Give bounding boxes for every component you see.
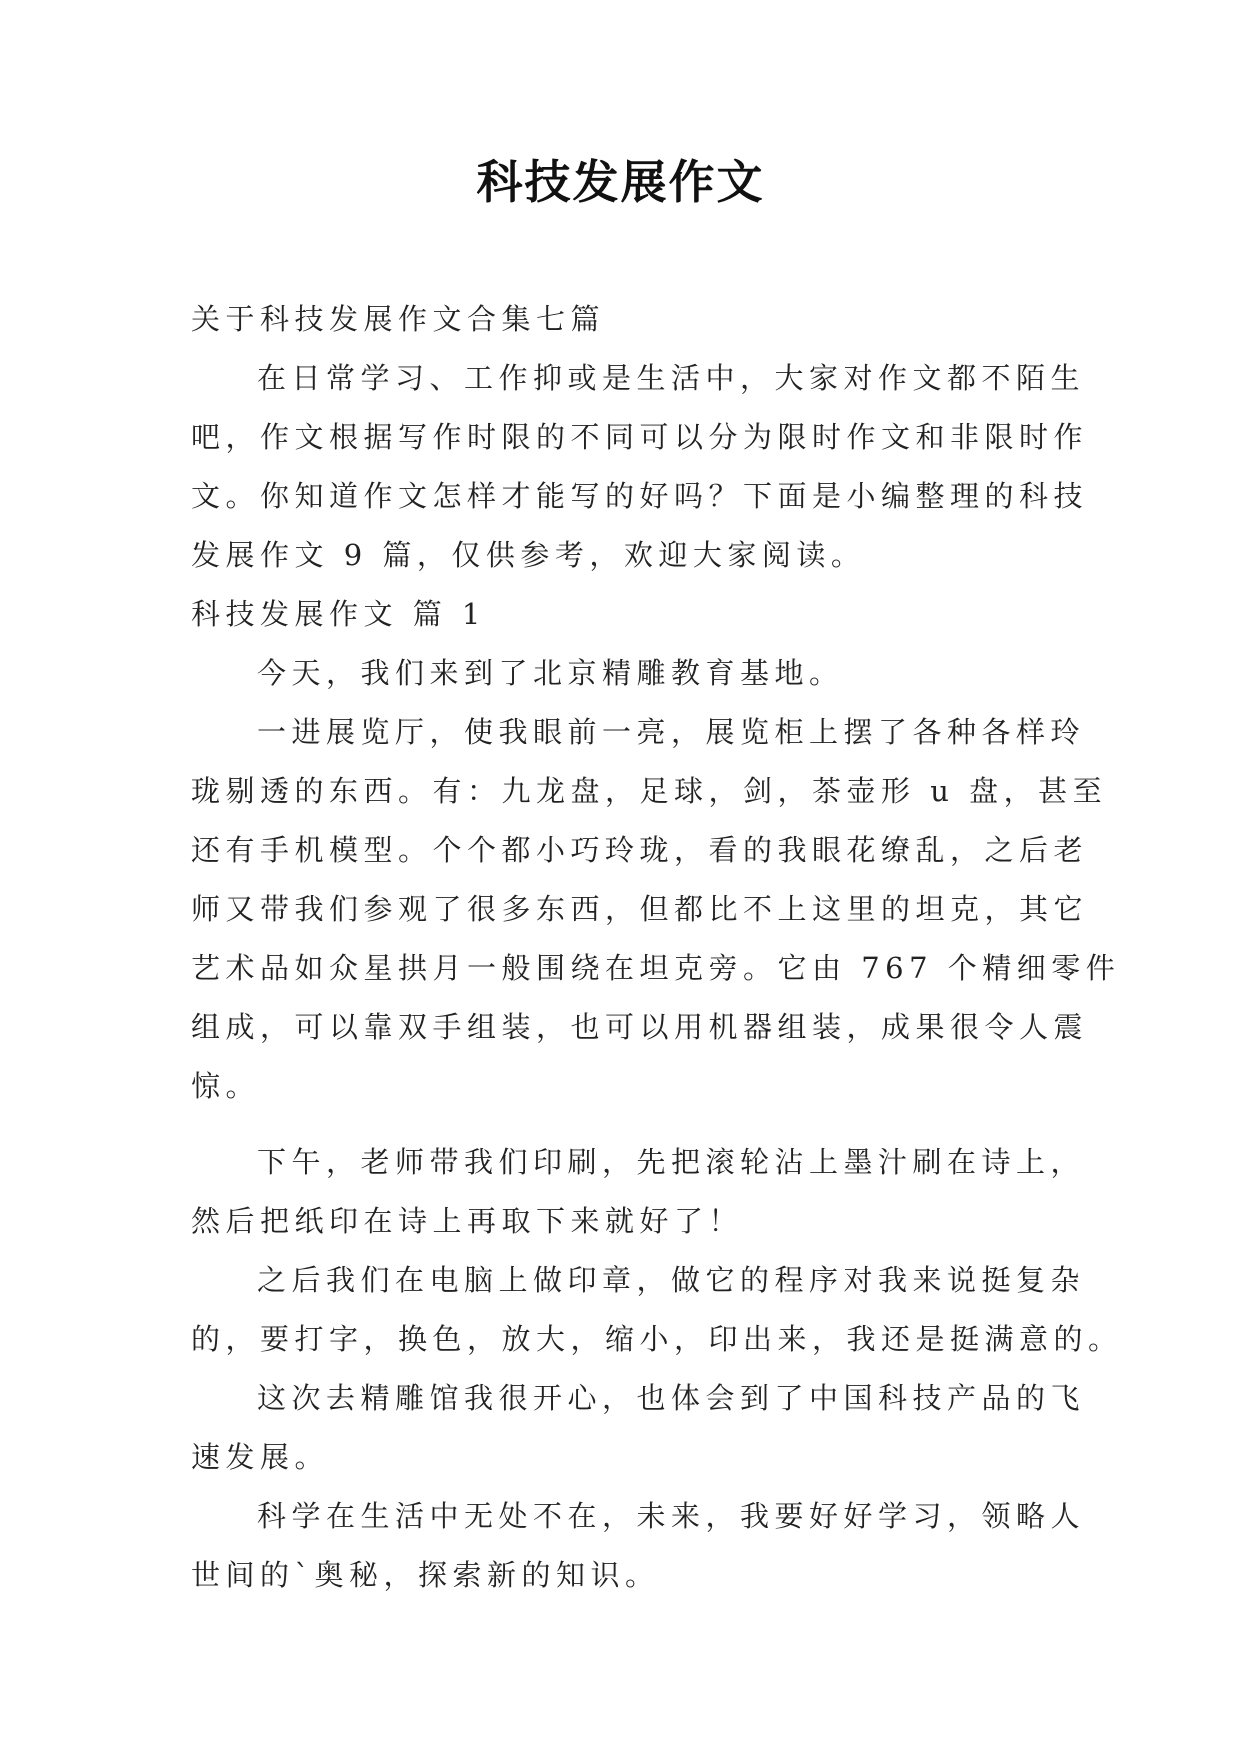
- paragraph-line: 速发展。: [191, 1440, 330, 1474]
- paragraph-line: 文。你知道作文怎样才能写的好吗？下面是小编整理的科技: [191, 479, 1089, 513]
- section-heading: 科技发展作文 篇 1: [191, 597, 486, 631]
- paragraph-line: 之后我们在电脑上做印章，做它的程序对我来说挺复杂: [257, 1263, 1086, 1297]
- paragraph-line: 世间的`奥秘，探索新的知识。: [191, 1558, 660, 1592]
- paragraph-line: 师又带我们参观了很多东西，但都比不上这里的坦克，其它: [191, 892, 1089, 926]
- paragraph-line: 还有手机模型。个个都小巧玲珑，看的我眼花缭乱，之后老: [191, 833, 1089, 867]
- paragraph-line: 惊。: [191, 1069, 261, 1103]
- document-body: [191, 290, 1123, 1605]
- paragraph-line: 科学在生活中无处不在，未来，我要好好学习，领略人: [257, 1499, 1086, 1533]
- paragraph-line: 珑剔透的东西。有：九龙盘，足球，剑，茶壶形 u 盘，甚至: [191, 774, 1108, 808]
- paragraph-line: 下午，老师带我们印刷，先把滚轮沾上墨汁刷在诗上，: [257, 1145, 1086, 1179]
- paragraph-line: 吧，作文根据写作时限的不同可以分为限时作文和非限时作: [191, 420, 1089, 454]
- paragraph-line: 然后把纸印在诗上再取下来就好了！: [191, 1204, 744, 1238]
- subtitle-line: 关于科技发展作文合集七篇: [191, 302, 606, 336]
- paragraph-line: 今天，我们来到了北京精雕教育基地。: [257, 656, 844, 690]
- paragraph-line: 的，要打字，换色，放大，缩小，印出来，我还是挺满意的。: [191, 1322, 1123, 1356]
- paragraph-line: 组成，可以靠双手组装，也可以用机器组装，成果很令人震: [191, 1010, 1089, 1044]
- paragraph-line: 艺术品如众星拱月一般围绕在坦克旁。它由 767 个精细零件: [191, 951, 1121, 985]
- paragraph-line: 这次去精雕馆我很开心，也体会到了中国科技产品的飞: [257, 1381, 1086, 1415]
- document-title: 科技发展作文: [476, 155, 765, 209]
- paragraph-line: 在日常学习、工作抑或是生活中，大家对作文都不陌生: [257, 361, 1086, 395]
- paragraph-line: 发展作文 9 篇，仅供参考，欢迎大家阅读。: [191, 538, 866, 572]
- paragraph-line: 一进展览厅，使我眼前一亮，展览柜上摆了各种各样玲: [257, 715, 1086, 749]
